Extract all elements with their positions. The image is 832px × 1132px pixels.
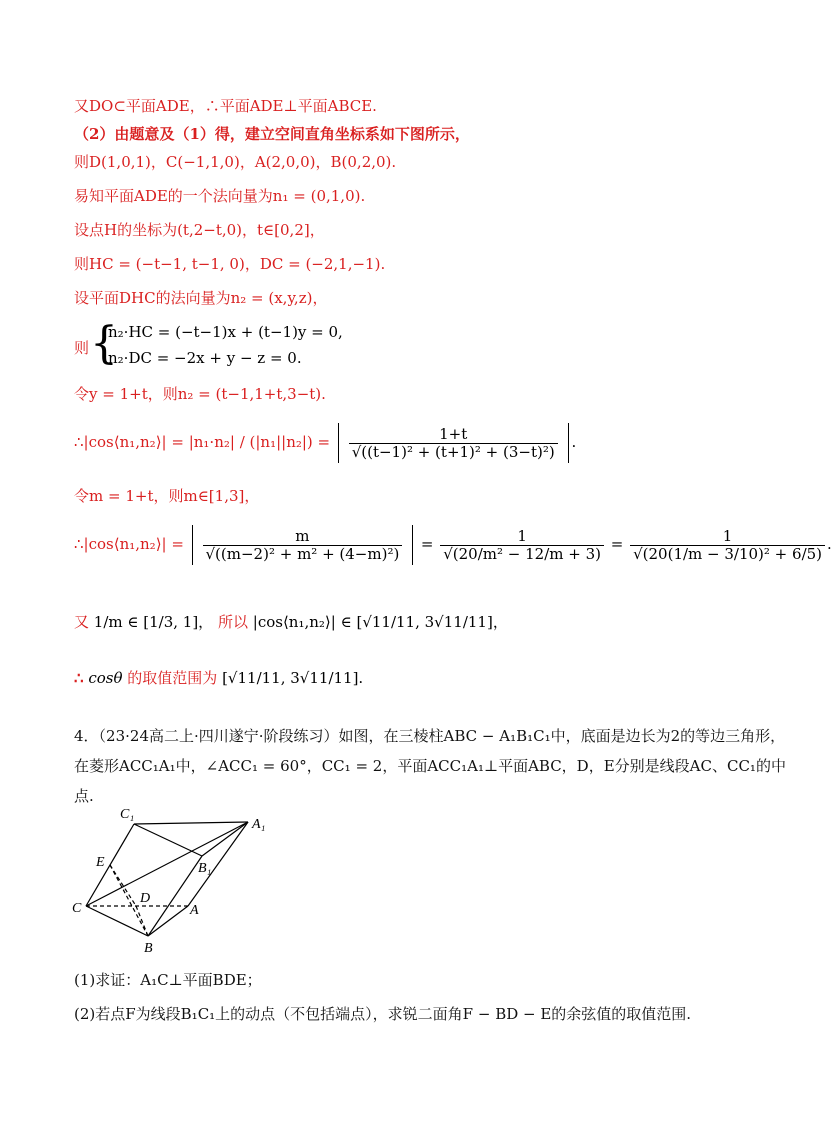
system-eq-1: n₂·HC = (−t−1)x + (t−1)y = 0, (108, 323, 343, 341)
conclusion-line (74, 668, 363, 688)
system-eq-2: n₂·DC = −2x + y − z = 0. (108, 349, 302, 367)
label-b1: B₁ (198, 861, 212, 876)
line-4: 易知平面ADE的一个法向量为n₁ = (0,1,0). (74, 187, 366, 205)
cos-formula-1-fraction (349, 426, 558, 461)
line-6: 则HC = (−t−1, t−1, 0)，DC = (−2,1,−1). (74, 255, 386, 273)
label-b: B (144, 941, 153, 956)
frac-1-num: m (203, 528, 403, 546)
line-3: 则D(1,0,1)，C(−1,1,0)，A(2,0,0)，B(0,2,0). (74, 153, 397, 171)
range-cos: |cos⟨n₁,n₂⟩| ∈ [√11/11, 3√11/11]， (252, 613, 508, 631)
range-connector: 所以 (217, 613, 248, 631)
cos-formula-2-frac-1 (203, 528, 403, 563)
cos-formula-1-lhs: ∴|cos⟨n₁,n₂⟩| = |n₁·n₂| / (|n₁||n₂|) = (74, 433, 331, 451)
question-2: (2)若点F为线段B₁C₁上的动点（不包括端点），求锐二面角F − BD − E的余弦值的取值范围. (74, 1005, 692, 1023)
line-5: 设点H的坐标为(t,2−t,0)，t∈[0,2]， (74, 221, 325, 239)
line-2: （2）由题意及（1）得，建立空间直角坐标系如下图所示， (74, 125, 470, 143)
label-a1: A₁ (252, 817, 266, 832)
label-e: E (96, 855, 105, 870)
edge-b-a (148, 906, 188, 936)
problem-4-line-2: 在菱形ACC₁A₁中，∠ACC₁ = 60°，CC₁ = 2，平面ACC₁A₁⊥平面ABC，D，E分别是线段AC、CC₁的中 (74, 757, 786, 775)
label-c: C (72, 901, 82, 916)
abs-bar-right-2 (412, 525, 413, 565)
range-line (74, 612, 508, 632)
frac-1-den: √((m−2)² + m² + (4−m)²) (205, 544, 400, 563)
edge-c1-a1 (134, 822, 248, 824)
cos-formula-1-denominator: √((t−1)² + (t+1)² + (3−t)²) (351, 442, 555, 461)
abs-bar-left-2 (192, 525, 193, 565)
abs-bar-right (568, 423, 569, 463)
cos-formula-1-numerator: 1+t (349, 426, 558, 444)
abs-bar-left (338, 423, 339, 463)
frac-2-den: √(20/m² − 12/m + 3) (443, 544, 601, 563)
line-11: 令m = 1+t，则m∈[1,3]， (74, 487, 260, 505)
edge-b1-a1 (202, 822, 248, 856)
frac-2-num: 1 (440, 528, 604, 546)
label-a: A (190, 903, 199, 918)
conclusion-range: [√11/11, 3√11/11]. (222, 669, 364, 687)
therefore-symbol: ∴ (74, 669, 84, 687)
system-brace: { (90, 318, 118, 369)
frac-3-den: √(20(1/m − 3/10)² + 6/5) (633, 544, 823, 563)
frac-3-num: 1 (630, 528, 825, 546)
cos-formula-2-frac-3 (630, 528, 825, 563)
cos-formula-1: ∴|cos⟨n₁,n₂⟩| = |n₁·n₂| / (|n₁||n₂|) = $\frac{1+t}{\text{√((t−1)² + (t+1)² + (3−t)²)}}$ . (74, 420, 576, 464)
edge-c-b (86, 906, 148, 936)
line-1: 又DO⊂平面ADE，∴平面ADE⊥平面ABCE. (74, 97, 377, 115)
line-7: 设平面DHC的法向量为n₂ = (x,y,z)， (74, 289, 328, 307)
cos-formula-2-frac-2 (440, 528, 604, 563)
cos-formula-2: ∴|cos⟨n₁,n₂⟩| = $\frac{m}{\text{√((m−2)² + m² + (4−m)²)}}$ = $\frac{1}{\text{√(20/m² − 12/m + 3)}}$ = $\frac{1}{\text{√(20(1/m − 3/10)² + 6/5)}}$ . (74, 518, 832, 570)
cos-theta: cosθ (88, 669, 123, 687)
label-c1: C₁ (120, 807, 135, 822)
cos-formula-2-lhs: ∴|cos⟨n₁,n₂⟩| = (74, 535, 184, 553)
line-9: 令y = 1+t，则n₂ = (t−1,1+t,3−t). (74, 385, 326, 403)
edge-b-b1 (148, 856, 202, 936)
system-prefix: 则 (74, 339, 90, 357)
problem-4-line-3: 点. (74, 787, 94, 805)
question-1: (1)求证：A₁C⊥平面BDE； (74, 971, 262, 989)
range-prefix: 又 (74, 613, 90, 631)
range-m: 1/m ∈ [1/3, 1]， (93, 613, 214, 631)
conclusion-text: 的取值范围为 (127, 669, 218, 687)
label-d: D (140, 891, 151, 906)
prism-figure (70, 798, 270, 958)
segment-e-d (110, 865, 136, 906)
problem-4-line-1: 4．（23·24高二上·四川遂宁·阶段练习）如图，在三棱柱ABC − A₁B₁C₁中，底面是边长为2的等边三角形， (74, 727, 786, 745)
